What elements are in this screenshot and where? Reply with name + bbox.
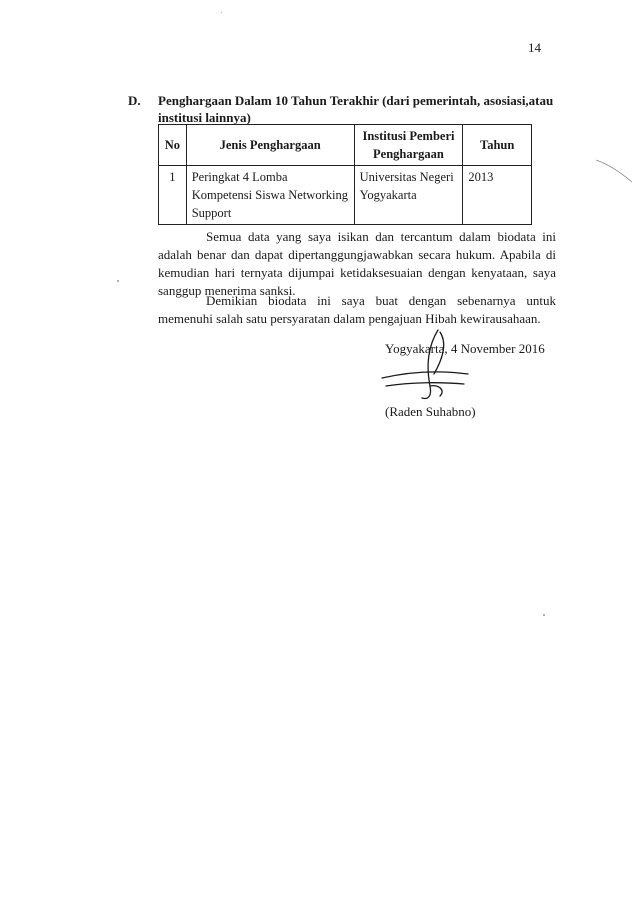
cell-no: 1	[159, 166, 187, 225]
page-number: 14	[528, 40, 541, 55]
section-title: Penghargaan Dalam 10 Tahun Terakhir (dari pemerintah, asosiasi,atau institusi lainnya)	[158, 93, 554, 125]
scan-speck	[221, 12, 222, 13]
header-no: No	[159, 125, 187, 166]
scan-speck	[543, 614, 545, 616]
section-letter: D.	[128, 93, 141, 108]
table-row	[159, 166, 532, 225]
statement-paragraph: Semua data yang saya isikan dan tercantum dalam biodata ini adalah benar dan dapat dipertanggungjawabkan secara hukum. Apabila di kemudian hari ternyata dijumpai ketidaksesuaian dengan kenyataan, saya sanggup menerima sanksi.	[158, 229, 556, 298]
edge-mark	[594, 158, 634, 184]
header-jenis: Jenis Penghargaan	[186, 125, 354, 166]
signer-name: (Raden Suhabno)	[385, 404, 476, 419]
signature	[368, 326, 478, 406]
header-institusi: Institusi Pemberi Penghargaan	[354, 125, 463, 166]
closing-paragraph: Demikian biodata ini saya buat dengan sebenarnya untuk memenuhi salah satu persyaratan dalam pengajuan Hibah kewirausahaan.	[158, 293, 556, 326]
award-table	[158, 124, 532, 225]
table-header-row	[159, 125, 532, 166]
place-date: Yogyakarta, 4 November 2016	[385, 341, 545, 356]
cell-jenis: Peringkat 4 Lomba Kompetensi Siswa Networking Support	[186, 166, 354, 225]
cell-institusi: Universitas Negeri Yogyakarta	[354, 166, 463, 225]
scan-speck	[117, 280, 119, 282]
header-tahun: Tahun	[463, 125, 532, 166]
cell-tahun: 2013	[463, 166, 532, 225]
